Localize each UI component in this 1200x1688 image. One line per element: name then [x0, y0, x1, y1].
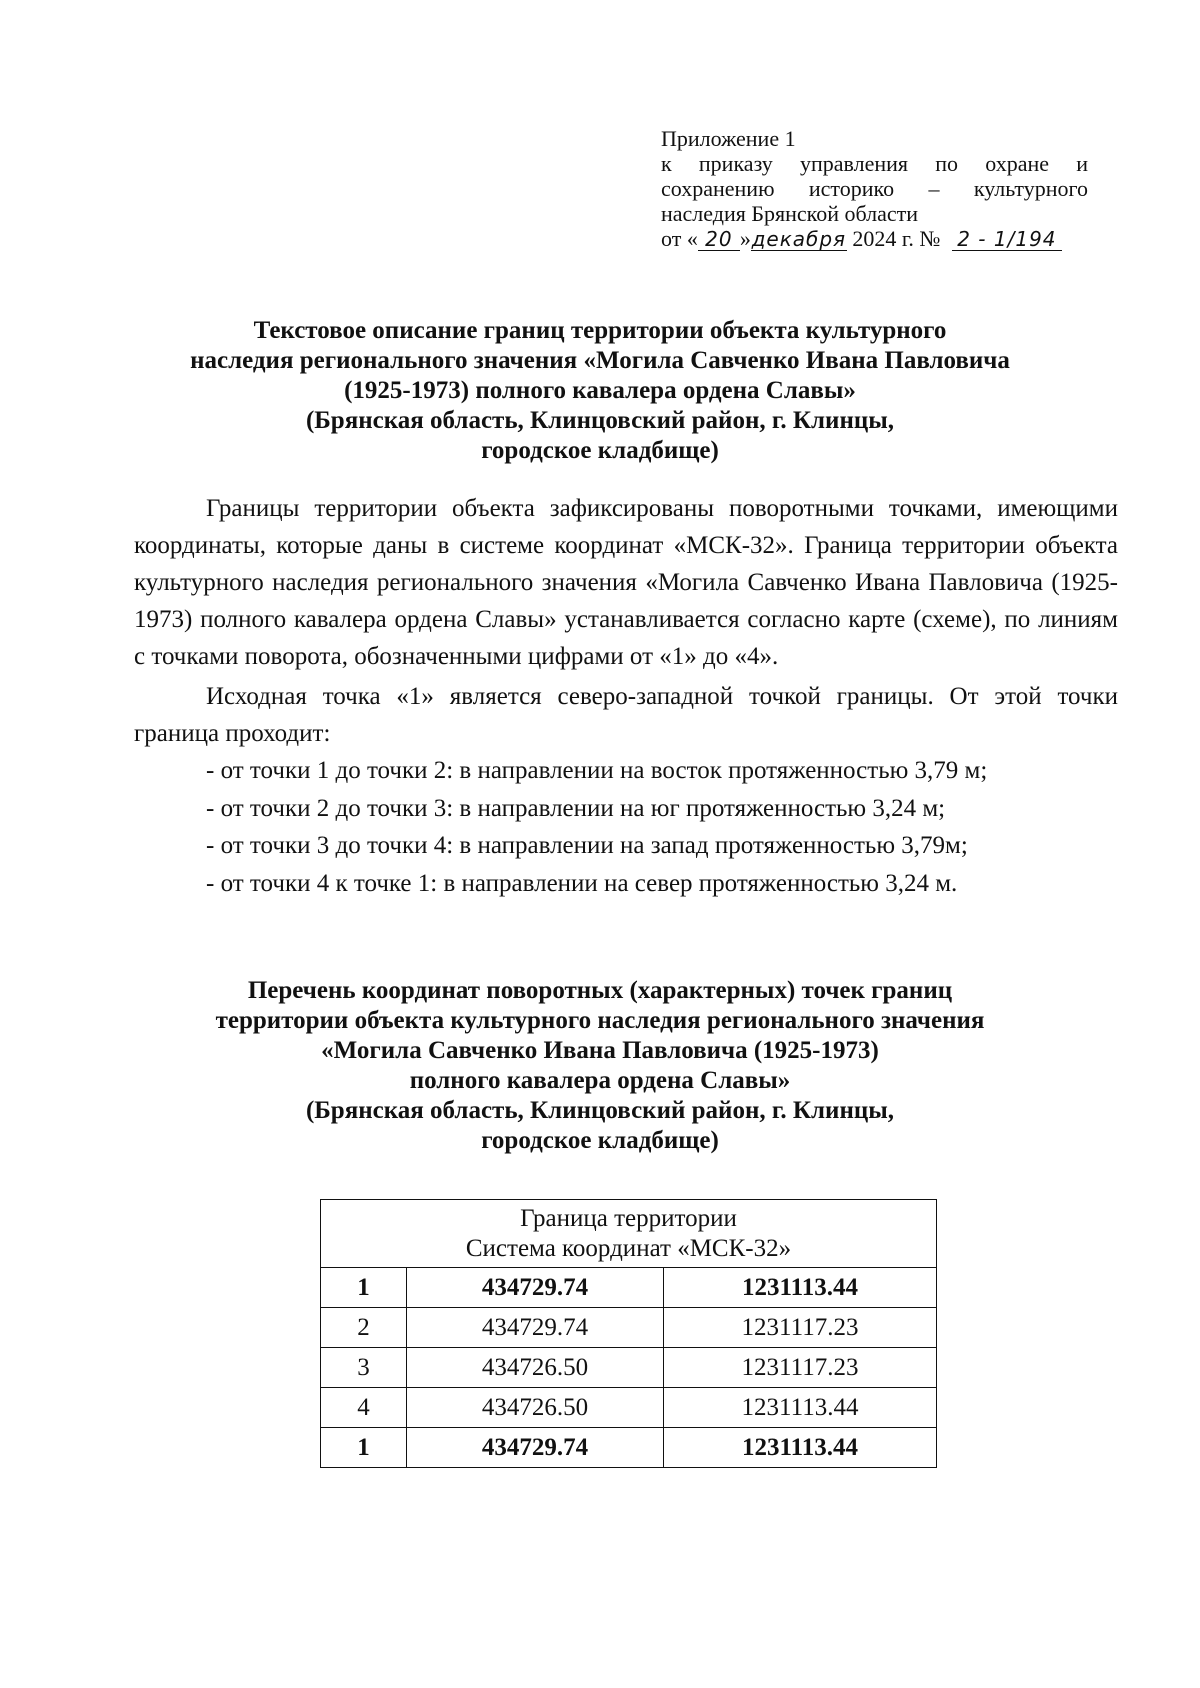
table-header-row [321, 1200, 937, 1268]
heading-line: полного кавалера ордена Славы» [409, 1067, 791, 1094]
coord-x: 434726.50 [407, 1388, 664, 1428]
list-item: - от точки 1 до точки 2: в направлении на восток протяженностью 3,79 м; [206, 757, 988, 784]
table-row [321, 1268, 937, 1308]
heading-line: (Брянская область, Клинцовский район, г. Клинцы, [305, 1097, 895, 1124]
heading-line: Текстовое описание границ территории объекта культурного [253, 317, 947, 344]
paragraph-start-point: Исходная точка «1» является северо-западной точкой границы. От этой точки граница проходит: [134, 683, 1118, 747]
heading-line: (Брянская область, Клинцовский район, г. Клинцы, [305, 407, 895, 434]
date-prefix: от « [661, 226, 698, 251]
table-body [321, 1268, 937, 1468]
date-month: декабря [751, 227, 847, 251]
table-header-line-2: Система координат «МСК-32» [465, 1234, 792, 1262]
list-item: - от точки 3 до точки 4: в направлении на запад протяженностью 3,79м; [206, 832, 968, 859]
table-row [321, 1348, 937, 1388]
appendix-title: Приложение 1 [661, 126, 796, 151]
table-row [321, 1388, 937, 1428]
date-year: 2024 г. № [846, 226, 946, 251]
heading-line: наследия регионального значения «Могила Савченко Ивана Павловича [190, 347, 1010, 374]
heading-line: Перечень координат поворотных (характерных) точек границ [247, 977, 953, 1004]
coordinates-heading [100, 976, 1100, 1156]
description-heading [100, 316, 1100, 466]
date-mid: » [739, 226, 751, 251]
point-number: 1 [321, 1268, 407, 1308]
coord-x: 434729.74 [407, 1308, 664, 1348]
coord-y: 1231113.44 [664, 1388, 937, 1428]
appendix-block [661, 126, 1088, 251]
order-number: 2 - 1/194 [952, 228, 1062, 251]
appendix-date-line [661, 226, 1088, 251]
coord-x: 434729.74 [407, 1428, 664, 1468]
coord-y: 1231117.23 [664, 1308, 937, 1348]
coord-y: 1231117.23 [664, 1348, 937, 1388]
coordinates-table [320, 1199, 937, 1468]
date-day: 20 [698, 228, 740, 251]
paragraph-boundaries: Границы территории объекта зафиксированы поворотными точками, имеющими координаты, которые даны в системе координат «МСК-32». Граница территории объекта культурного наследия регионального значения «Могила Савченко Ивана Павловича (1925-1973) полного кавалера ордена Славы» устанавливается согласно карте (схеме), по линиям с точками поворота, обозначенными цифрами от «1» до «4». [134, 495, 1118, 670]
coord-y: 1231113.44 [664, 1428, 937, 1468]
table-header-line-1: Граница территории [520, 1204, 737, 1232]
appendix-line-2: сохранению историко – культурного [661, 176, 1088, 201]
table-row [321, 1428, 937, 1468]
heading-line: (1925-1973) полного кавалера ордена Славы» [344, 377, 856, 404]
point-number: 2 [321, 1308, 407, 1348]
description-body [134, 490, 1118, 902]
appendix-line-1: к приказу управления по охране и [661, 151, 1088, 176]
table-header [321, 1200, 937, 1268]
coord-x: 434729.74 [407, 1268, 664, 1308]
table-row [321, 1308, 937, 1348]
coord-x: 434726.50 [407, 1348, 664, 1388]
heading-line: городское кладбище) [481, 1127, 719, 1154]
list-item: - от точки 2 до точки 3: в направлении на юг протяженностью 3,24 м; [206, 794, 946, 822]
point-number: 1 [321, 1428, 407, 1468]
point-number: 4 [321, 1388, 407, 1428]
heading-line: территории объекта культурного наследия регионального значения [215, 1007, 985, 1034]
heading-line: «Могила Савченко Ивана Павловича (1925-1973) [321, 1037, 879, 1064]
appendix-line-3: наследия Брянской области [661, 201, 919, 226]
point-number: 3 [321, 1348, 407, 1388]
coord-y: 1231113.44 [664, 1268, 937, 1308]
list-item: - от точки 4 к точке 1: в направлении на север протяженностью 3,24 м. [206, 869, 958, 897]
heading-line: городское кладбище) [481, 437, 719, 464]
